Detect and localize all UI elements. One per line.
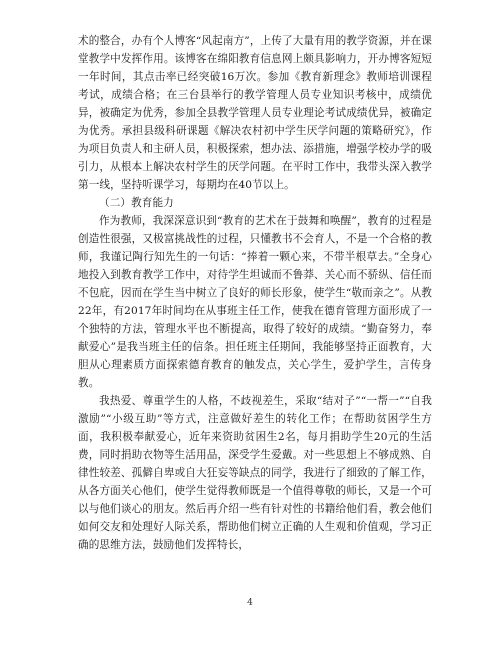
page-number: 4	[247, 598, 253, 608]
document-body	[78, 32, 432, 554]
paragraph-respect-students: 我热爱、尊重学生的人格，不歧视差生，采取“结对子”“一帮一”“自我激励”“小级互助”等方式，注意做好差生的转化工作；在帮助贫困学生方面，我积极奉献爱心，近年来资助贫困生2名，每月捐助学生20元的生活费，同时捐助衣物等生活用品，深受学生爱戴。对一些思想上不够成熟、自律性较差、孤僻自卑或自大狂妄等缺点的同学，我进行了细致的了解工作，从各方面关心他们，使学生觉得教师既是一个值得尊敬的师长，又是一个可以与他们谈心的朋友。然后再介绍一些有针对性的书籍给他们看，教会他们如何交友和处理好人际关系，帮助他们树立正确的人生观和价值观，学习正确的思维方法，鼓励他们发挥特长，	[78, 395, 432, 551]
paragraph-education-ability: 作为教师，我深深意识到“教育的艺术在于鼓舞和唤醒”，教育的过程是创造性很强，又极富挑战性的过程，只懂教书不会育人，不是一个合格的教师，我谨记陶行知先生的一句话：“捧着一颗心来，不带半根草去。”全身心地投入到教育教学工作中，对待学生坦诚而不鲁莽、关心而不骄纵、信任而不包庇，因而在学生当中树立了良好的师长形象，使学生“敬而亲之”。从教22年，有2017年时间均在从事班主任工作，使我在德育管理方面形成了一个独特的方法，管理水平也不断提高，取得了较好的成绩。“勤奋努力，奉献爱心”是我当班主任的信条。担任班主任期间，我能够坚持正面教育，大胆从心理素质方面探索德育教育的触发点，关心学生，爱护学生，言传身教。	[78, 215, 432, 389]
paragraph-continuation: 术的整合，办有个人博客“风起南方”，上传了大量有用的教学资源，并在课堂教学中发挥作用。该博客在绵阳教育信息网上颇具影响力，开办博客短短一年时间，其点击率已经突破16万次。参加《教育新理念》教师培训课程考试，成绩合格；在三台县举行的教学管理人员专业知识考核中，成绩优异，被确定为优秀，参加全县教学管理人员专业理论考试成绩优异，被确定为优秀。承担县级科研课题《解决农村初中学生厌学问题的策略研究》，作为项目负责人和主研人员，积极探索，想办法、添措施，增强学校办学的吸引力，从根本上解决农村学生的厌学问题。在平时工作中，我带头深入教学第一线，坚持听课学习，每期均在40节以上。	[78, 35, 432, 191]
section-heading: （二）教育能力	[99, 197, 174, 209]
